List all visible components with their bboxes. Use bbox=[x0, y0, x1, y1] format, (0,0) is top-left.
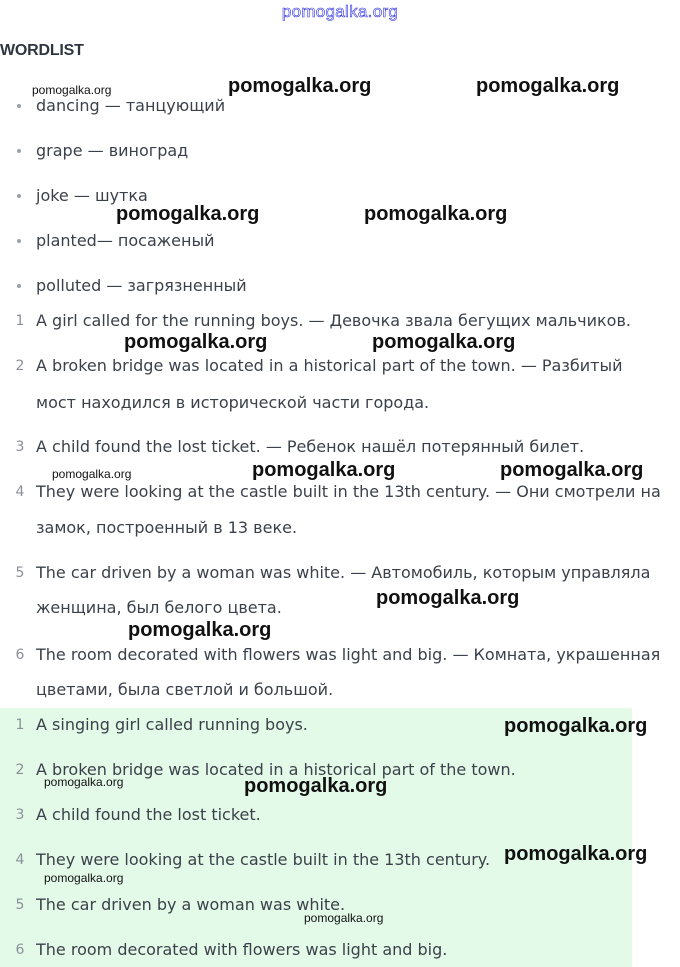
watermark: pomogalka.org bbox=[44, 775, 124, 789]
item-number: 4 bbox=[15, 484, 25, 500]
sentence-line: They were looking at the castle built in the 13th century. — Они смотрели на bbox=[36, 482, 661, 501]
list-item: polluted — загрязненный bbox=[36, 276, 247, 295]
watermark: pomogalka.org bbox=[504, 843, 648, 865]
site-link[interactable]: pomogalka.org bbox=[281, 2, 399, 21]
item-number: 5 bbox=[15, 565, 25, 581]
watermark: pomogalka.org bbox=[32, 83, 112, 97]
sentence-line: замок, построенный в 13 веке. bbox=[36, 518, 298, 537]
watermark: pomogalka.org bbox=[476, 75, 620, 97]
answer-line: They were looking at the castle built in the 13th century. bbox=[36, 850, 491, 869]
sentence-line: A broken bridge was located in a historical part of the town. — Разбитый bbox=[36, 356, 623, 375]
list-item: joke — шутка bbox=[36, 186, 148, 205]
sentence-line: The car driven by a woman was white. — Автомобиль, которым управляла bbox=[36, 563, 651, 582]
item-number: 1 bbox=[15, 313, 25, 329]
item-number: 2 bbox=[15, 358, 25, 374]
list-item: dancing — танцующий bbox=[36, 96, 226, 115]
item-number: 3 bbox=[15, 807, 25, 823]
watermark: pomogalka.org bbox=[124, 331, 268, 353]
watermark: pomogalka.org bbox=[244, 775, 388, 797]
answer-line: A child found the lost ticket. bbox=[36, 805, 261, 824]
item-number: 2 bbox=[15, 762, 25, 778]
bullet-icon bbox=[17, 194, 21, 198]
list-item: planted— посаженый bbox=[36, 231, 215, 250]
wordlist-heading: WORDLIST bbox=[0, 42, 84, 59]
watermark: pomogalka.org bbox=[372, 331, 516, 353]
answer-line: A broken bridge was located in a historical part of the town. bbox=[36, 760, 516, 779]
watermark: pomogalka.org bbox=[116, 203, 260, 225]
watermark: pomogalka.org bbox=[304, 911, 384, 925]
bullet-icon bbox=[17, 239, 21, 243]
bullet-icon bbox=[17, 284, 21, 288]
item-number: 5 bbox=[15, 897, 25, 913]
sentence-line: The room decorated with flowers was light and big. — Комната, украшенная bbox=[36, 645, 661, 664]
item-number: 4 bbox=[15, 852, 25, 868]
watermark: pomogalka.org bbox=[252, 459, 396, 481]
sentence-line: цветами, была светлой и большой. bbox=[36, 680, 334, 699]
watermark: pomogalka.org bbox=[128, 619, 272, 641]
watermark: pomogalka.org bbox=[52, 467, 132, 481]
answer-line: A singing girl called running boys. bbox=[36, 715, 308, 734]
watermark: pomogalka.org bbox=[376, 587, 520, 609]
bullet-icon bbox=[17, 104, 21, 108]
answer-line: The car driven by a woman was white. bbox=[36, 895, 346, 914]
sentence-line: A girl called for the running boys. — Девочка звала бегущих мальчиков. bbox=[36, 311, 631, 330]
sentence-line: женщина, был белого цвета. bbox=[36, 598, 282, 617]
watermark: pomogalka.org bbox=[500, 459, 644, 481]
watermark: pomogalka.org bbox=[44, 871, 124, 885]
watermark: pomogalka.org bbox=[504, 715, 648, 737]
watermark: pomogalka.org bbox=[364, 203, 508, 225]
sentence-line: A child found the lost ticket. — Ребенок нашёл потерянный билет. bbox=[36, 437, 585, 456]
item-number: 1 bbox=[15, 717, 25, 733]
watermark: pomogalka.org bbox=[228, 75, 372, 97]
answers-panel bbox=[0, 708, 632, 967]
item-number: 3 bbox=[15, 439, 25, 455]
item-number: 6 bbox=[15, 942, 25, 958]
item-number: 6 bbox=[15, 647, 25, 663]
bullet-icon bbox=[17, 149, 21, 153]
list-item: grape — виноград bbox=[36, 141, 189, 160]
answer-line: The room decorated with flowers was light and big. bbox=[36, 940, 448, 959]
sentence-line: мост находился в исторической части города. bbox=[36, 393, 430, 412]
